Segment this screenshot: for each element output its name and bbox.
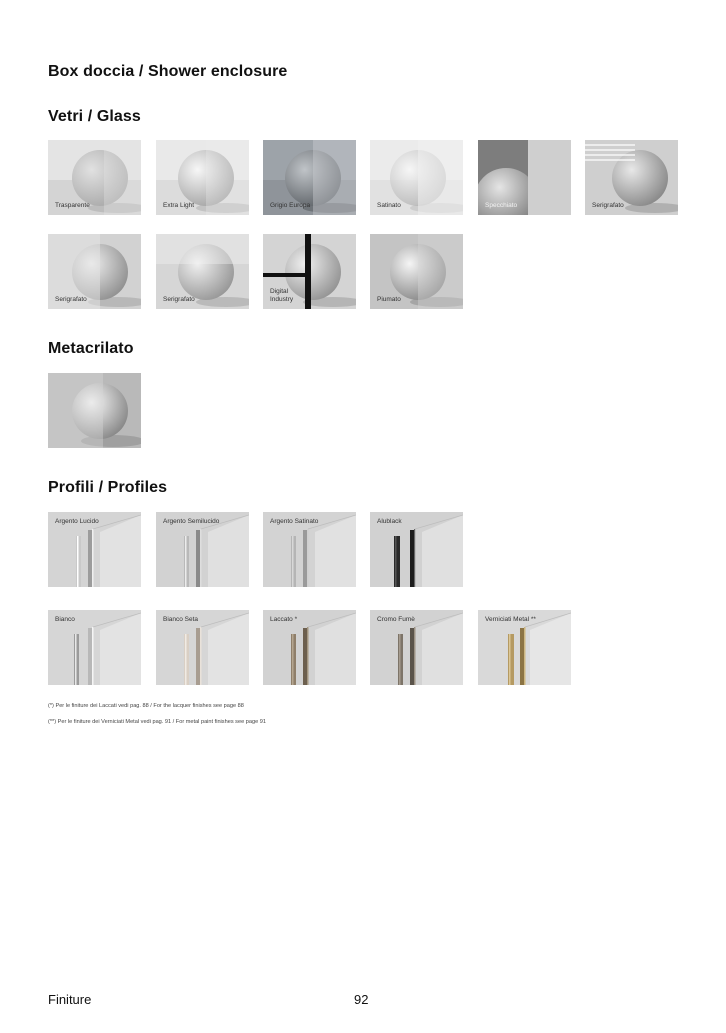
swatch-label: Satinato xyxy=(377,202,401,209)
section-heading-profiles: Profili / Profiles xyxy=(48,479,168,496)
swatch-label: Extra Light xyxy=(163,202,195,209)
swatch-label: Argento Satinato xyxy=(270,518,319,525)
swatch-label: Trasparente xyxy=(55,202,90,209)
swatch-label: Bianco Seta xyxy=(163,616,199,623)
glass-swatch-trasparente xyxy=(48,140,141,215)
swatch-label: Digital Industry xyxy=(270,288,294,303)
page-number: 92 xyxy=(354,992,369,1007)
profile-swatch-argento-semilucido xyxy=(156,512,249,587)
profile-swatch-laccato xyxy=(263,610,356,685)
page-title: Box doccia / Shower enclosure xyxy=(48,63,288,80)
swatch-label: Grigio Europa xyxy=(270,202,311,209)
profile-swatch-cromo-fume xyxy=(370,610,463,685)
swatch-label: Argento Lucido xyxy=(55,518,99,525)
section-heading-methacrylate: Metacrilato xyxy=(48,340,134,357)
footer-section: Finiture xyxy=(48,992,92,1007)
glass-swatch-specchiato xyxy=(478,140,571,215)
section-heading-glass: Vetri / Glass xyxy=(48,108,141,125)
swatch-label: Argento Semilucido xyxy=(163,518,220,525)
glass-swatch-extra-light xyxy=(156,140,249,215)
profile-swatch-alublack xyxy=(370,512,463,587)
glass-swatch-serigrafato xyxy=(48,234,141,309)
swatch-label: Bianco xyxy=(55,616,75,623)
swatch-label: Cromo Fumè xyxy=(377,616,415,623)
footnote-metal-paint: (**) Per le finiture dei Verniciati Metal vedi pag. 91 / For metal paint finishes see page 91 xyxy=(48,719,266,725)
swatch-label: Piumato xyxy=(377,296,401,303)
swatch-label: Specchiato xyxy=(485,202,518,209)
glass-swatch-piumato xyxy=(370,234,463,309)
glass-swatch-serigrafato-lines xyxy=(585,140,678,215)
glass-swatch-satinato xyxy=(370,140,463,215)
glass-swatch-digital-industry xyxy=(263,234,356,309)
profile-swatch-bianco-seta xyxy=(156,610,249,685)
profile-swatch-argento-satinato xyxy=(263,512,356,587)
swatch-label: Serigrafato xyxy=(592,202,624,209)
footnote-lacquer: (*) Per le finiture dei Laccati vedi pag. 88 / For the lacquer finishes see page 88 xyxy=(48,703,244,709)
swatch-label: Serigrafato xyxy=(55,296,87,303)
swatch-label: Alublack xyxy=(377,518,402,525)
profile-swatch-bianco xyxy=(48,610,141,685)
glass-swatch-serigrafato xyxy=(156,234,249,309)
swatch-label: Serigrafato xyxy=(163,296,195,303)
swatch-label: Laccato * xyxy=(270,616,298,623)
methacrylate-swatch xyxy=(48,373,141,448)
profile-swatch-argento-lucido xyxy=(48,512,141,587)
swatch-label: Verniciati Metal ** xyxy=(485,616,536,623)
glass-swatch-grigio-europa xyxy=(263,140,356,215)
profile-swatch-verniciati-metal xyxy=(478,610,571,685)
